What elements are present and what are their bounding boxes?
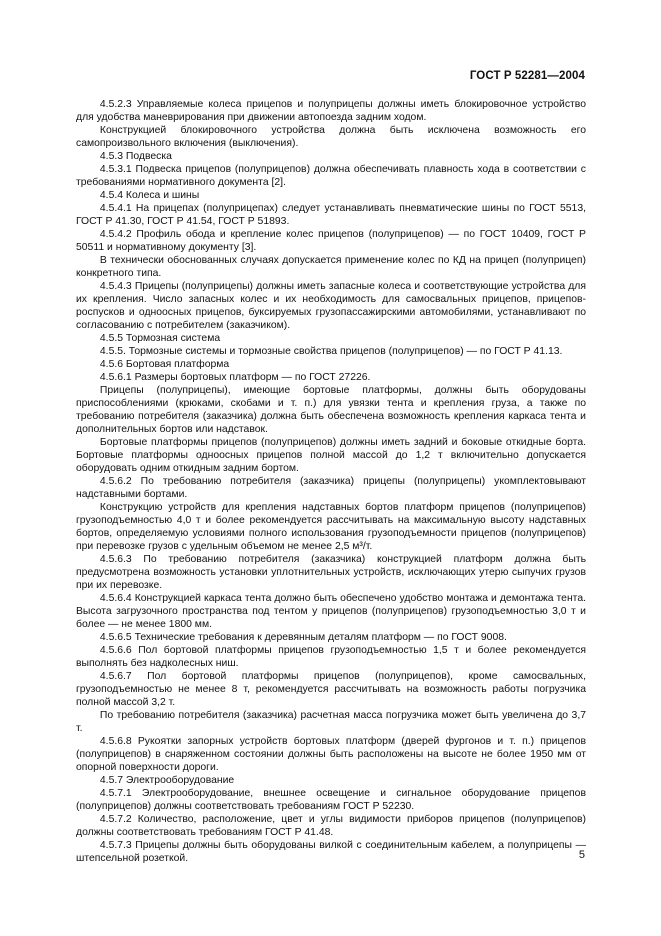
paragraph: 4.5.4.3 Прицепы (полуприцепы) должны иметь запасные колеса и соответствующие устройства для их крепления. Число запасных колес и их необходимость для самосвальных прицепов, прицепов-роспусков и одноосных прицепов, буксируемых грузопассажирскими автомобилями, устанавливают по согласованию с потребителем (заказчиком). (76, 281, 586, 331)
page-number: 5 (578, 849, 585, 861)
paragraph: В технически обоснованных случаях допускается применение колес по КД на прицеп (полуприцеп) конкретного типа. (76, 255, 586, 279)
paragraph: Конструкцией блокировочного устройства должна быть исключена возможность его самопроизвольного включения (выключения). (76, 125, 586, 149)
paragraph: 4.5.7.2 Количество, расположение, цвет и углы видимости приборов прицепов (полуприцепов) должны соответствовать требованиям ГОСТ Р 41.48. (76, 814, 586, 838)
paragraph: 4.5.6.2 По требованию потребителя (заказчика) прицепы (полуприцепы) укомплектовывают надставными бортами. (76, 476, 586, 500)
paragraph: По требованию потребителя (заказчика) расчетная масса погрузчика может быть увеличена до 3,7 т. (76, 710, 586, 734)
paragraph: 4.5.6.1 Размеры бортовых платформ — по ГОСТ 27226. (99, 372, 371, 383)
section-heading: 4.5.4 Колеса и шины (99, 190, 200, 201)
section-heading: 4.5.7 Электрооборудование (99, 775, 235, 786)
paragraph: 4.5.4.1 На прицепах (полуприцепах) следует устанавливать пневматические шины по ГОСТ 5513, ГОСТ Р 41.30, ГОСТ Р 41.54, ГОСТ Р 51893. (76, 203, 586, 227)
paragraph: 4.5.6.7 Пол бортовой платформы прицепов (полуприцепов), кроме самосвальных, грузоподъемностью не менее 8 т, рекомендуется рассчитывать на возможность работы погрузчика полной массой 3,2 т. (76, 671, 586, 708)
paragraph: 4.5.5. Тормозные системы и тормозные свойства прицепов (полуприцепов) — по ГОСТ Р 41.13. (99, 346, 563, 357)
paragraph: 4.5.6.5 Технические требования к деревянным деталям платформ — по ГОСТ 9008. (99, 632, 507, 643)
document-header: ГОСТ Р 52281—2004 (469, 70, 585, 82)
paragraph: 4.5.7.3 Прицепы должны быть оборудованы вилкой с соединительным кабелем, а полуприцепы — штепсельной розеткой. (76, 840, 586, 864)
paragraph: 4.5.6.6 Пол бортовой платформы прицепов грузоподъемностью 1,5 т и более рекомендуется выполнять без надколесных ниш. (76, 645, 586, 669)
paragraph: Конструкцию устройств для крепления надставных бортов платформ прицепов (полуприцепов) грузоподъемностью 4,0 т и более рекомендуется рассчитывать на максимальную высоту надставных бортов, определяемую условиями полного использования грузоподъемности прицепов (полуприцепов) при перевозке грузов с удельным объемом не менее 2,5 м³/т. (76, 502, 586, 552)
section-heading: 4.5.5 Тормозная система (99, 333, 221, 344)
paragraph: 4.5.6.4 Конструкцией каркаса тента должно быть обеспечено удобство монтажа и демонтажа тента. Высота загрузочного пространства под тентом у прицепов (полуприцепов) грузоподъемностью 3,0 т и более — не менее 1800 мм. (76, 593, 586, 630)
document-body (76, 98, 586, 865)
paragraph: Бортовые платформы прицепов (полуприцепов) должны иметь задний и боковые откидные борта. Бортовые платформы одноосных прицепов полной массой до 1,2 т включительно допускается оборудовать одним откидным задним бортом. (76, 437, 586, 474)
section-heading: 4.5.6 Бортовая платформа (99, 359, 230, 370)
paragraph: 4.5.4.2 Профиль обода и крепление колес прицепов (полуприцепов) — по ГОСТ 10409, ГОСТ Р 50511 и нормативному документу [3]. (76, 229, 586, 253)
paragraph: 4.5.6.3 По требованию потребителя (заказчика) конструкцией платформ должна быть предусмотрена возможность установки уплотнительных устройств, исключающих утерю сыпучих грузов при их перевозке. (76, 554, 586, 591)
paragraph: 4.5.2.3 Управляемые колеса прицепов и полуприцепы должны иметь блокировочное устройство для удобства маневрирования при движении автопоезда задним ходом. (76, 99, 586, 123)
paragraph: 4.5.7.1 Электрооборудование, внешнее освещение и сигнальное оборудование прицепов (полуприцепов) должны соответствовать требованиям ГОСТ Р 52230. (76, 788, 586, 812)
paragraph: 4.5.6.8 Рукоятки запорных устройств бортовых платформ (дверей фургонов и т. п.) прицепов (полуприцепов) в снаряженном состоянии должны быть расположены на высоте не более 1950 мм от опорной поверхности дороги. (76, 736, 586, 773)
section-heading: 4.5.3 Подвеска (99, 151, 172, 162)
paragraph: 4.5.3.1 Подвеска прицепов (полуприцепов) должна обеспечивать плавность хода в соответствии с требованиями нормативного документа [2]. (76, 164, 586, 188)
paragraph: Прицепы (полуприцепы), имеющие бортовые платформы, должны быть оборудованы приспособлениями (крюками, скобами и т. п.) для увязки тента и крепления груза, а также по требованию потребителя (заказчика) должна быть обеспечена возможность крепления каркаса тента и дополнительных бортов или надставок. (76, 385, 586, 435)
